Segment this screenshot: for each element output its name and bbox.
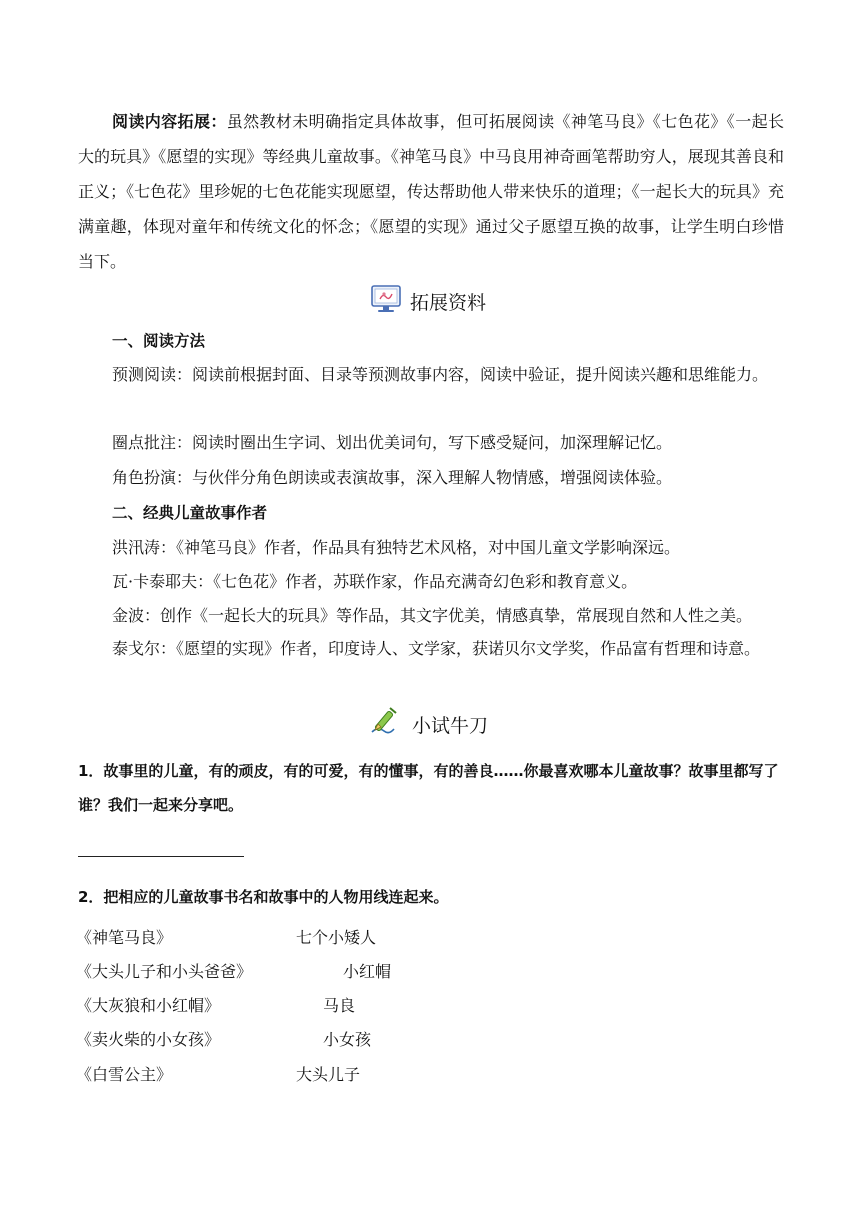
intro-text: 虽然教材未明确指定具体故事，但可拓展阅读《神笔马良》《七色花》《一起长大的玩具》《愿望的实现》等经典儿童故事。《神笔马良》中马良用神奇画笔帮助穷人，展现其善良和正义；《七色花》里珍妮的七色花能实现愿望，传达帮助他人带来快乐的道理；《一起长大的玩具》充满童趣，体现对童年和传统文化的怀念；《愿望的实现》通过父子愿望互换的故事，让学生明白珍惜当下。 <box>78 112 784 271</box>
question-2: 2．把相应的儿童故事书名和故事中的人物用线连起来。 <box>78 888 449 906</box>
book-title: 《大头儿子和小头爸爸》 <box>76 962 253 981</box>
heading-reading-methods: 一、阅读方法 <box>112 332 206 350</box>
book-title: 《神笔马良》 <box>76 928 173 947</box>
computer-icon <box>370 284 402 319</box>
section-title-text: 拓展资料 <box>410 292 487 314</box>
method-prediction: 预测阅读：阅读前根据封面、目录等预测故事内容，阅读中验证，提升阅读兴趣和思维能力。 <box>112 365 769 384</box>
character-name: 马良 <box>323 996 356 1015</box>
answer-line[interactable] <box>78 856 244 857</box>
author-kataev: 瓦·卡泰耶夫：《七色花》作者，苏联作家，作品充满奇幻色彩和教育意义。 <box>112 572 638 591</box>
book-title: 《卖火柴的小女孩》 <box>76 1030 221 1049</box>
character-name: 大头儿子 <box>296 1065 361 1084</box>
author-tagore: 泰戈尔：《愿望的实现》作者，印度诗人、文学家，获诺贝尔文学奖，作品富有哲理和诗意。 <box>112 639 761 658</box>
pen-writing-icon <box>368 706 404 743</box>
method-role-play: 角色扮演：与伙伴分角色朗读或表演故事，深入理解人物情感，增强阅读体验。 <box>112 468 673 487</box>
method-annotation: 圈点批注：阅读时圈出生字词、划出优美词句，写下感受疑问，加深理解记忆。 <box>112 433 673 452</box>
author-jin-bo: 金波：创作《一起长大的玩具》等作品，其文字优美，情感真挚，常展现自然和人性之美。 <box>112 606 753 625</box>
book-title: 《白雪公主》 <box>76 1065 173 1084</box>
character-name: 小女孩 <box>323 1030 372 1049</box>
character-name: 小红帽 <box>343 962 392 981</box>
question-1: 1．故事里的儿童，有的顽皮，有的可爱，有的懂事，有的善良……你最喜欢哪本儿童故事？故事里都写了谁？我们一起来分享吧。 <box>78 762 779 814</box>
intro-paragraph <box>78 104 784 279</box>
section-title-text: 小试牛刀 <box>412 715 489 737</box>
character-name: 七个小矮人 <box>296 928 377 947</box>
book-title: 《大灰狼和小红帽》 <box>76 996 221 1015</box>
author-hong-xuntao: 洪汛涛：《神笔马良》作者，作品具有独特艺术风格，对中国儿童文学影响深远。 <box>112 538 681 557</box>
section-title-practice <box>368 706 488 743</box>
section-title-extension <box>370 284 486 319</box>
intro-label: 阅读内容拓展： <box>112 112 227 131</box>
heading-authors: 二、经典儿童故事作者 <box>112 504 268 522</box>
